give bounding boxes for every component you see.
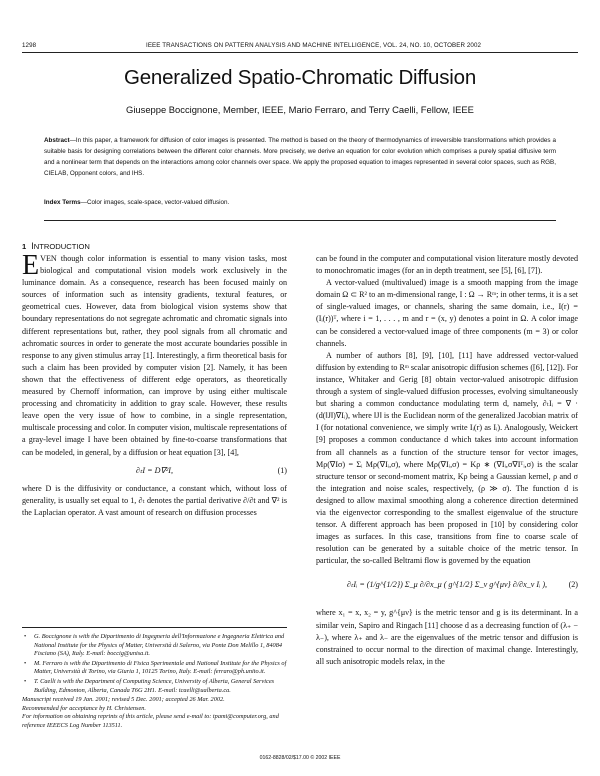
index-terms: [44, 197, 556, 208]
footnote-affiliation-3: • T. Caelli is with the Department of Computing Science, University of Alberta, General Services Building, Edmonton, Alberta, Canada T6G 2H1. E-mail: tcaelli@ualberta.ca.: [24, 677, 275, 694]
footnote-rule: [22, 627, 287, 628]
footnote-affiliation-1: • G. Boccignone is with the Dipartimento di Ingegneria dell'Informazione e Ingegneria Elettrica and National Institute for the Physics of Matter, Università di Salerno, via Ponte Don Melillo 1, 84084 Fisciano (SA), Italy. E-mail: boccig@unisa.it.: [24, 633, 285, 658]
intro-paragraph-1: [22, 250, 287, 459]
header-rule: [22, 52, 578, 53]
recommended-by: Recommended for acceptance by H. Christensen.: [22, 704, 146, 712]
page-number: 1298: [22, 42, 37, 49]
copyright-line: 0162-8828/02/$17.00 © 2002 IEEE: [259, 755, 341, 761]
left-column: [22, 250, 287, 519]
index-terms-text: —Color images, scale-space, vector-valued diffusion.: [80, 199, 230, 206]
right-column: [316, 253, 578, 668]
section-number: 1: [22, 242, 27, 251]
intro-paragraph-1-text: VEN though color information is essential to many vision tasks, most biological and computational vision models work exclusively in the luminance domain. As a consequence, research has been focused mainly on sources of information such as intensity gradients, textural features, or geometrical cues. However, data from biological vision systems show that boundary representations do not segregate achromatic and chromatic signals into different representations but, rather, they pool signals from all chromatic and achromatic sources in order to generate the most accurate boundaries possible in response to any given stimulus array [1]. Interestingly, a firm theoretical basis for such a claim has been provided by computer vision [2]. Namely, it has been shown that the effectiveness of different edge operators, as theoretically measured by Chernoff information, can improve by using either multiscale processing and chromaticity in addition to gray scale. However, these results leave open the very issue of how to combine, in a single representation, multiscale processing and color. In computer vision, multiscale representations of a gray-level image I have been obtained by fine-to-coarse transformations that can be modeled, in general, by a diffusion or heat equation [3], [4],: [22, 254, 287, 457]
manuscript-dates: Manuscript received 19 Jan. 2001; revised 5 Dec. 2001; accepted 26 Mar. 2002.: [22, 696, 225, 704]
running-header: IEEE TRANSACTIONS ON PATTERN ANALYSIS AND MACHINE INTELLIGENCE, VOL. 24, NO. 10, OCTOBER 2002: [146, 42, 482, 49]
intro-paragraph-2: where D is the diffusivity or conductance, a constant which, without loss of generality, is usually set equal to 1, ∂ₜ denotes the partial derivative ∂/∂t and ∇² is the Laplacian operator. A vast amount of research on diffusion processes: [22, 483, 287, 517]
bullet-icon: •: [24, 659, 27, 667]
footnote-affiliation-2: • M. Ferraro is with the Dipartimento di Fisica Sperimentale and National Institute for the Physics of Matter, Università di Torino, via Giuria 1, 10125 Torino, Italy. E-mail: ferraro@ph.unito.it.: [24, 659, 287, 676]
right-paragraph-3: A number of authors [8], [9], [10], [11] have addressed vector-valued diffusion by extending to Rᵐ scalar anisotropic diffusion schemes ([6], [12]). For instance, Whitaker and Gerig [8] obtain vector-valued anisotropic diffusion through a system of single-valued diffusion processes, evolving simultaneously but sharing a common conductance modulating term d, namely, ∂ₜIᵢ = ∇ · (d(‖J‖)∇Iᵢ), where ‖J‖ is the Euclidean norm of the generalized Jacobian matrix of I (for notational convenience, we simply write Iᵢ(r) as Iᵢ). Analogously, Weickert [9] proposes a common conductance d which takes into account information from all channels as a function of the structure tensor for vector images, Mρ(∇Iσ) = Σᵢ Mρ(∇Iᵢ,σ), where Mρ(∇Iᵢ,σ) = Kρ ∗ (∇Iᵢ,σ∇Iᵀᵢ,σ) is the scalar structure tensor or second-moment matrix, Kρ being a Gaussian kernel, ρ and σ the integration and noise scales, respectively, (ρ ≫ σ). The function d is designed to allow maximal smoothing along a coherence direction determined via the eigenvector corresponding to the smallest eigenvalue of the structure tensor. A different approach has been proposed in [10] by considering color images as surfaces. In this case, transitions from fine to coarse scale of resolution can be generated by a suitable choice of the metric tensor. In particular, the so-called Beltrami flow is governed by the equation: [316, 350, 578, 566]
reprints-note: For information on obtaining reprints of this article, please send e-mail to: tpami@computer.org, and reference IEEECS Log Number 113511.: [22, 713, 279, 729]
bullet-icon: •: [24, 633, 27, 640]
paper-title: Generalized Spatio-Chromatic Diffusion: [123, 66, 477, 89]
right-paragraph-1: can be found in the computer and computational vision literature mostly devoted to monochromatic images (for an in depth treatment, see [5], [6], [7]).: [316, 254, 578, 276]
abstract-text: —In this paper, a framework for diffusion of color images is presented. The method is based on the theory of thermodynamics of irreversible transformations which provides a suitable basis for designing correlations between the different color channels. More precisely, we derive an equation for color evolution which comprises a purely spatial diffusive term and a nonlinear term that depends on the interactions among color channels over space. We apply the proposed equation to images represented in several color spaces, such as RGB, CIELAB, Opponent colors, and IHS.: [44, 137, 556, 178]
equation-1: [22, 459, 287, 483]
equation-2: [316, 567, 578, 607]
abstract: [44, 135, 556, 179]
right-paragraph-2: A vector-valued (multivalued) image is a smooth mapping from the image domain Ω ⊂ R² to an m-dimensional range, I : Ω → Rᵐ; in other terms, it is a set of single-valued images, or channels, sharing the same domain, i.e., I(r) = (Iᵢ(r))ᵀ, where i = 1, . . . , m and r = (x, y) denotes a point in Ω. A color image can be considered a vector-valued image of three components (m = 3) or color channels.: [316, 278, 578, 348]
drop-cap: E: [22, 250, 40, 281]
footnotes: [22, 633, 287, 731]
abstract-rule: [44, 220, 556, 221]
equation-2-body: ∂ₜIᵢ = (1/g^{1/2}) Σ_μ ∂/∂x_μ ( g^{1/2} Σ_ν g^{μν} ∂/∂x_ν Iᵢ ),: [346, 580, 548, 590]
author-list: Giuseppe Boccignone, Member, IEEE, Mario Ferraro, and Terry Caelli, Fellow, IEEE: [126, 104, 474, 115]
equation-1-number: (1): [277, 465, 287, 475]
right-paragraph-4: where x₁ = x, x₂ = y, g^{μν} is the metric tensor and g is its determinant. In a similar vein, Sapiro and Ringach [11] choose d as a decreasing function of (λ₊ − λ₋), where λ₊ and λ₋ are the eigenvalues of the metric tensor and diffusion is constrained to occur normal to the direction of maximal change. Interestingly, all such anisotropic models relax, in the: [316, 608, 578, 666]
index-terms-label: Index Terms: [44, 199, 81, 206]
abstract-label: Abstract: [44, 137, 70, 144]
equation-2-number: (2): [568, 580, 578, 590]
section-title-rest: NTRODUCTION: [33, 242, 90, 251]
bullet-icon: •: [24, 677, 27, 685]
section-title-initial: I: [31, 241, 34, 251]
equation-1-body: ∂ₜI = D∇²I,: [136, 465, 173, 475]
